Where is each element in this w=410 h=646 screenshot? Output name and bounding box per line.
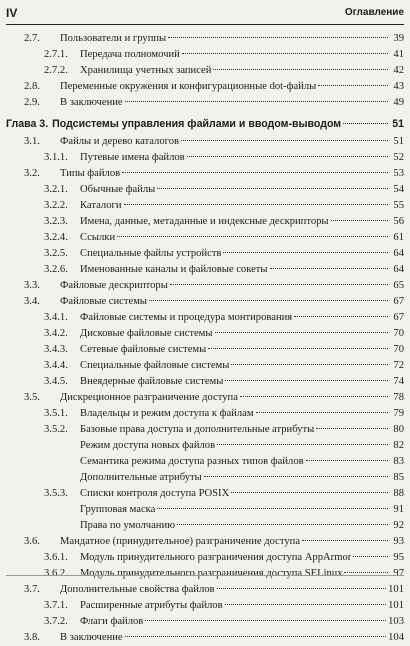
dot-leader [187, 156, 388, 157]
toc-entry-page: 51 [392, 118, 404, 130]
dot-leader [217, 444, 388, 445]
toc-entry-title: Ссылки [80, 232, 116, 243]
dot-leader [225, 380, 388, 381]
toc-entry-page: 83 [393, 456, 404, 467]
toc-entry-page: 67 [393, 296, 404, 307]
toc-entry-number: 3.1.1. [44, 152, 68, 163]
toc-entry-page: 55 [393, 200, 404, 211]
dot-leader [270, 268, 388, 269]
toc-entry-page: 61 [393, 232, 404, 243]
toc-entry-title: Пользователи и группы [60, 33, 167, 44]
toc-entry-title: Внеядерные файловые системы [80, 376, 224, 387]
toc-entry [6, 374, 404, 390]
toc-entry-title: Расширенные атрибуты файлов [80, 600, 223, 611]
toc-entry [6, 630, 404, 646]
toc-entry [6, 47, 404, 63]
toc-entry [6, 422, 404, 438]
dot-leader [149, 300, 388, 301]
toc-entry-title: Сетевые файловые системы [80, 344, 207, 355]
toc-entry-page: 52 [393, 152, 404, 163]
dot-leader [117, 236, 388, 237]
toc-entry-number: 3.4.5. [44, 376, 68, 387]
toc-entry-title: Файловые дескрипторы [60, 280, 168, 291]
toc-entry [6, 278, 404, 294]
dot-leader [157, 188, 388, 189]
dot-leader [302, 540, 388, 541]
toc-entry-number: 3.4.3. [44, 344, 68, 355]
toc-entry-title: Дополнительные атрибуты [80, 472, 202, 483]
dot-leader [204, 476, 388, 477]
toc-entry-page: 101 [388, 584, 404, 595]
toc-entry [6, 502, 404, 518]
dot-leader [170, 284, 388, 285]
toc-entry-number: 3.2. [24, 168, 40, 179]
toc-entry-number: 3.5. [24, 392, 40, 403]
toc-entry-page: 74 [393, 376, 404, 387]
toc-entry-page: 78 [393, 392, 404, 403]
toc-entry [6, 79, 404, 95]
toc-entry-page: 79 [393, 408, 404, 419]
toc-entry [6, 582, 404, 598]
dot-leader [213, 69, 388, 70]
toc-entry [6, 134, 404, 150]
toc-entry-number: 3.2.3. [44, 216, 68, 227]
toc-entry [6, 550, 404, 566]
toc-entry-page: 51 [393, 136, 404, 147]
toc-entry-title: Типы файлов [60, 168, 121, 179]
toc-entry-number: 3.7.2. [44, 616, 68, 627]
dot-leader [344, 572, 388, 573]
toc-entry-page: 42 [393, 65, 404, 76]
toc-entry-page: 92 [393, 520, 404, 531]
dot-leader [168, 37, 388, 38]
toc-entry-page: 56 [393, 216, 404, 227]
toc-entry-page: 85 [393, 472, 404, 483]
toc-entry-page: 82 [393, 440, 404, 451]
toc-entry-title: Переменные окружения и конфигурационные dot-файлы [60, 81, 317, 92]
toc-entry [6, 198, 404, 214]
toc-entry-page: 93 [393, 536, 404, 547]
toc-entry-page: 70 [393, 328, 404, 339]
dot-leader [223, 252, 388, 253]
dot-leader [225, 604, 387, 605]
toc-entry [6, 518, 404, 534]
toc-entry-number: 3.2.1. [44, 184, 68, 195]
toc-entry [6, 166, 404, 182]
toc-entry-number: 3.1. [24, 136, 40, 147]
toc-entry-title: Файловые системы [60, 296, 148, 307]
toc-entry [6, 614, 404, 630]
toc-entry [6, 486, 404, 502]
dot-leader [231, 364, 388, 365]
toc-entry [6, 438, 404, 454]
dot-leader [177, 524, 388, 525]
toc-entry-number: 2.7.2. [44, 65, 68, 76]
toc-entry [6, 31, 404, 47]
toc-entry-title: Имена, данные, метаданные и индексные дескрипторы [80, 216, 329, 227]
toc-entry [6, 294, 404, 310]
dot-leader [231, 492, 388, 493]
toc-entry-number: 3.6. [24, 536, 40, 547]
toc-entry [6, 182, 404, 198]
toc-entry-number: 2.7. [24, 33, 40, 44]
toc-entry [6, 214, 404, 230]
toc-entry-number: 3.2.5. [44, 248, 68, 259]
toc-entry-number: 3.3. [24, 280, 40, 291]
header-rule [6, 24, 404, 25]
dot-leader [256, 412, 388, 413]
toc-entry-page: 39 [393, 33, 404, 44]
dot-leader [157, 508, 388, 509]
dot-leader [306, 460, 388, 461]
toc-entry-number: 2.9. [24, 97, 40, 108]
toc-entry-title: Дисковые файловые системы [80, 328, 213, 339]
toc-entry [6, 390, 404, 406]
toc-entry-number: 3.6.1. [44, 552, 68, 563]
toc-entry [6, 566, 404, 582]
toc-entry-page: 97 [393, 568, 404, 579]
toc-entry-title: Специальные файлы устройств [80, 248, 222, 259]
toc-entry-page: 103 [388, 616, 404, 627]
dot-leader [125, 636, 386, 637]
dot-leader [343, 123, 388, 124]
toc-entry [6, 262, 404, 278]
toc-entry-page: 53 [393, 168, 404, 179]
toc-entry [6, 326, 404, 342]
toc-entry-page: 54 [393, 184, 404, 195]
toc-entry-title: Специальные файловые системы [80, 360, 230, 371]
toc-entry [6, 470, 404, 486]
table-of-contents [6, 31, 404, 646]
toc-entry-page: 70 [393, 344, 404, 355]
toc-entry [6, 63, 404, 79]
toc-entry-number: 3.2.6. [44, 264, 68, 275]
toc-entry-number: 3.2.2. [44, 200, 68, 211]
toc-entry [6, 310, 404, 326]
toc-entry [6, 230, 404, 246]
toc-entry-number: 3.5.1. [44, 408, 68, 419]
dot-leader [217, 588, 387, 589]
toc-entry-page: 88 [393, 488, 404, 499]
toc-entry-title: Путевые имена файлов [80, 152, 185, 163]
toc-entry-title: Владельцы и режим доступа к файлам [80, 408, 254, 419]
toc-entry-title: Модуль принудительного разграничения доступа SELinux [80, 568, 343, 579]
toc-entry [6, 598, 404, 614]
toc-entry [6, 95, 404, 111]
toc-entry-title: Групповая маска [80, 504, 156, 515]
toc-entry-number: 3.7. [24, 584, 40, 595]
toc-entry-title: Семантика режима доступа разных типов файлов [80, 456, 304, 467]
toc-entry-title: Файлы и дерево каталогов [60, 136, 180, 147]
toc-entry-title: В заключение [60, 632, 123, 643]
dot-leader [122, 172, 388, 173]
toc-entry-title: Подсистемы управления файлами и вводом-выводом [52, 118, 342, 130]
toc-entry-title: Хранилища учетных записей [80, 65, 212, 76]
dot-leader [125, 101, 388, 102]
toc-entry-number: 3.4.2. [44, 328, 68, 339]
running-header: Оглавление [344, 7, 404, 18]
toc-entry-title: Файловые системы и процедура монтирования [80, 312, 293, 323]
toc-entry-page: 43 [393, 81, 404, 92]
toc-entry-number: 3.5.3. [44, 488, 68, 499]
toc-entry-title: Модуль принудительного разграничения доступа AppArmor [80, 552, 352, 563]
dot-leader [208, 348, 388, 349]
toc-entry-page: 104 [388, 632, 404, 643]
toc-entry-page: 95 [393, 552, 404, 563]
toc-entry-title: Передача полномочий [80, 49, 180, 60]
toc-entry-title: Базовые права доступа и дополнительные атрибуты [80, 424, 315, 435]
toc-entry-number: Глава 3. [6, 118, 49, 130]
toc-entry-title: Права по умолчанию [80, 520, 176, 531]
toc-entry-page: 101 [388, 600, 404, 611]
page-number: IV [6, 6, 18, 20]
toc-entry-number: 3.8. [24, 632, 40, 643]
toc-entry-page: 72 [393, 360, 404, 371]
toc-entry-number: 3.5.2. [44, 424, 68, 435]
toc-entry-page: 49 [393, 97, 404, 108]
dot-leader [181, 140, 388, 141]
dot-leader [145, 620, 386, 621]
toc-entry-title: Флаги файлов [80, 616, 144, 627]
toc-entry-page: 91 [393, 504, 404, 515]
dot-leader [124, 204, 388, 205]
toc-entry-number: 3.4.4. [44, 360, 68, 371]
toc-chapter-row [6, 115, 404, 134]
toc-entry-title: Списки контроля доступа POSIX [80, 488, 230, 499]
toc-entry-title: В заключение [60, 97, 123, 108]
toc-entry-title: Мандатное (принудительное) разграничение доступа [60, 536, 301, 547]
toc-entry [6, 534, 404, 550]
toc-entry-title: Именованные каналы и файловые сокеты [80, 264, 268, 275]
toc-entry-number: 2.8. [24, 81, 40, 92]
toc-entry-number: 3.4.1. [44, 312, 68, 323]
toc-entry-page: 80 [393, 424, 404, 435]
toc-entry-title: Дискреционное разграничение доступа [60, 392, 238, 403]
toc-entry-page: 64 [393, 248, 404, 259]
dot-leader [240, 396, 388, 397]
toc-entry-page: 65 [393, 280, 404, 291]
dot-leader [294, 316, 388, 317]
dot-leader [331, 220, 388, 221]
toc-entry-page: 67 [393, 312, 404, 323]
dot-leader [215, 332, 389, 333]
toc-entry-title: Каталоги [80, 200, 122, 211]
toc-entry-number: 3.2.4. [44, 232, 68, 243]
toc-entry [6, 454, 404, 470]
toc-entry [6, 358, 404, 374]
toc-entry-title: Дополнительные свойства файлов [60, 584, 215, 595]
toc-entry-number: 3.4. [24, 296, 40, 307]
dot-leader [318, 85, 388, 86]
toc-entry-title: Обычные файлы [80, 184, 156, 195]
toc-entry [6, 246, 404, 262]
dot-leader [316, 428, 388, 429]
toc-entry [6, 150, 404, 166]
toc-entry-number: 3.6.2. [44, 568, 68, 579]
toc-entry-title: Режим доступа новых файлов [80, 440, 216, 451]
toc-entry-page: 41 [393, 49, 404, 60]
toc-entry-number: 3.7.1. [44, 600, 68, 611]
toc-entry [6, 406, 404, 422]
toc-entry-page: 64 [393, 264, 404, 275]
toc-entry [6, 342, 404, 358]
toc-entry-number: 2.7.1. [44, 49, 68, 60]
dot-leader [353, 556, 388, 557]
dot-leader [182, 53, 388, 54]
